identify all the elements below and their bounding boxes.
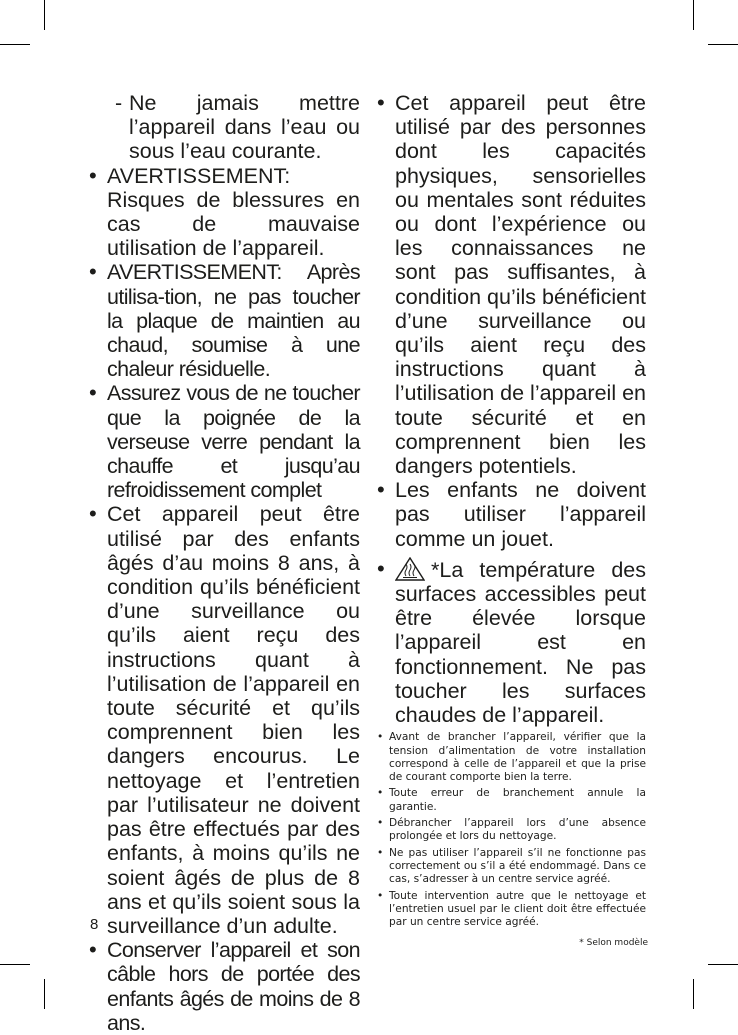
crop-mark (693, 979, 694, 1009)
list-item: • Cet appareil peut être utilisé par des personnes dont les capacités physiques, sensorielles ou mentales sont réduites ou dont l’expérience ou les connaissances ne sont pas suffisantes, à condition qu’ils bénéficient d’une surveillance ou qu’ils aient reçu des instructions quant à l’utilisation de l’appareil en toute sécurité et en comprennent bien les dangers potentiels. (377, 90, 646, 479)
crop-mark (44, 979, 45, 1009)
dash-item (109, 91, 360, 164)
small-list-item: • Débrancher l’appareil lors d’une absence prolongée et lors du nettoyage. (377, 817, 646, 843)
footnote: * Selon modèle (579, 938, 648, 948)
list-item: • Conserver l’appareil et son câble hors de portée des enfants âgés de moins de 8 ans. (89, 937, 360, 1035)
list-item: • Les enfants ne doivent pas utiliser l’appareil comme un jouet. (377, 477, 646, 551)
crop-mark (44, 0, 45, 30)
crop-mark (0, 44, 30, 45)
crop-mark (708, 964, 738, 965)
list-item: • Assurez vous de ne toucher que la poignée de la verseuse verre pendant la chauffe et jusqu’au refroidissement complet (89, 380, 360, 503)
small-list-item: • Toute erreur de branchement annule la garantie. (377, 787, 646, 813)
left-column (89, 91, 360, 1035)
crop-mark (693, 0, 694, 30)
small-list-item: • Avant de brancher l’appareil, vérifier que la tension d’alimentation de votre installation correspond à celle de l’appareil et que la prise de courant comporte bien la terre. (377, 731, 646, 784)
list-item: • Cet appareil peut être utilisé par des enfants âgés d’au moins 8 ans, à condition qu’ils bénéficient d’une surveillance ou qu’ils aient reçu des instructions quant à l’utilisation de l’appareil en toute sécurité et qu’ils comprennent bien les dangers encourus. Le nettoyage et l’entretien par l’utilisateur ne doivent pas être effectués par des enfants, à moins qu’ils ne soient âgés de plus de 8 ans et qu’ils soient sous la surveillance d’un adulte. (89, 501, 360, 938)
page-number: 8 (90, 916, 99, 933)
crop-mark (708, 44, 738, 45)
hot-surface-warning-icon (395, 557, 425, 581)
list-item: • AVERTISSEMENT: Risques de blessures en cas de mauvaise utilisation de l’appareil. (89, 162, 360, 261)
dash-item-text: Ne jamais mettre l’appareil dans l’eau ou sous l’eau courante. (129, 91, 360, 164)
small-list-item: • Toute intervention autre que le nettoyage et l’entretien usuel par le client doit être effectuée par un centre service agréé. (377, 889, 646, 929)
list-item: • AVERTISSEMENT: Après utilisa-tion, ne pas toucher la plaque de maintien au chaud, soumise à une chaleur résiduelle. (89, 259, 360, 382)
crop-mark (0, 964, 30, 965)
hot-surface-item: • *La température des surfaces accessibles peut être élevée lorsque l’appareil est en fonctionnement. Ne pas toucher les surfaces chaudes de l’appareil. (377, 555, 646, 728)
dash-bullet: - (115, 91, 123, 115)
small-print-list (377, 731, 646, 929)
right-column (377, 91, 646, 932)
small-list-item: • Ne pas utiliser l’appareil s’il ne fonctionne pas correctement ou s’il a été endommagé. Dans ce cas, s’adresser à un centre service agréé. (377, 846, 646, 886)
hot-surface-text: *La température des surfaces accessibles peut être élevée lorsque l’appareil est en fonctionnement. Ne pas toucher les surfaces chaudes de l’appareil. (395, 557, 646, 728)
